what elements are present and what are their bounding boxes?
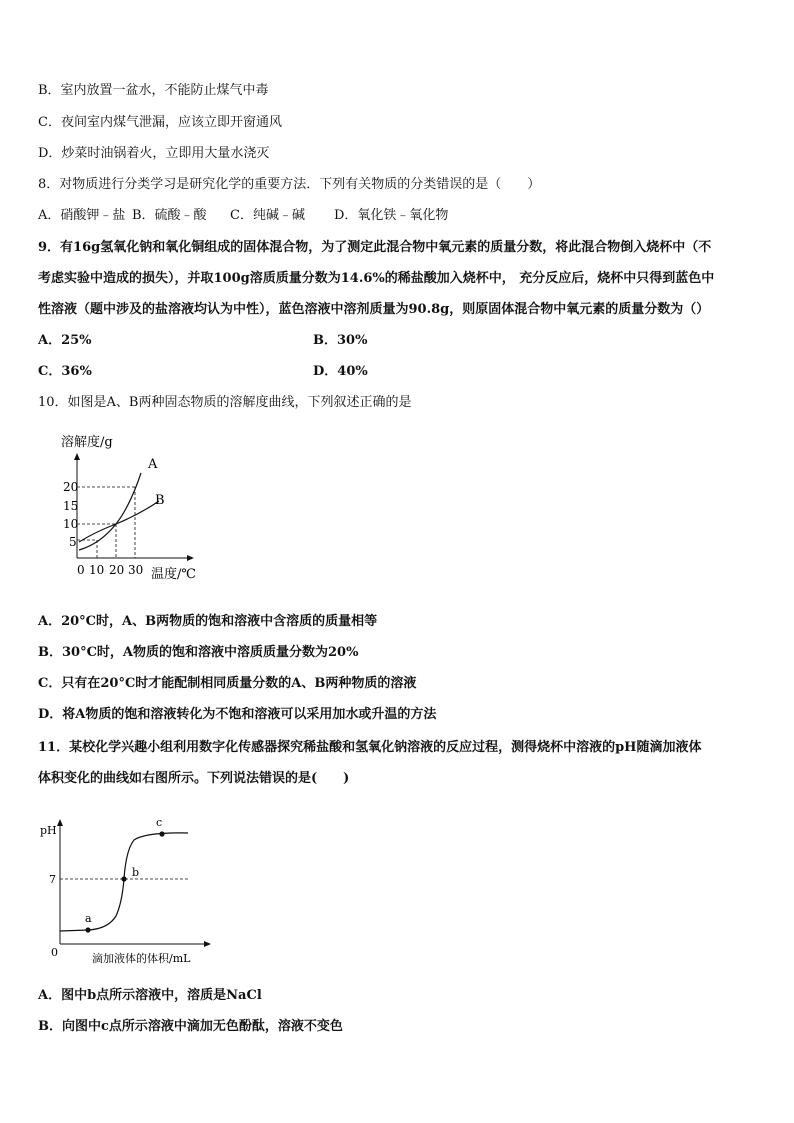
q8-stem: 8．对物质进行分类学习是研究化学的重要方法．下列有关物质的分类错误的是（ ） [38,177,541,192]
ph-curve [60,833,188,931]
q10-option-c: C．只有在20°C时才能配制相同质量分数的A、B两种物质的溶液 [38,676,417,691]
q8-options [38,208,448,224]
q10-xtick-10: 10 [89,563,105,577]
q9-stem-line3: 性溶液（题中涉及的盐溶液均认为中性），蓝色溶液中溶剂质量为90.8g，则原固体混合物中氧元素的质量分数为（） [38,302,710,317]
q11-stem-line2: 体积变化的曲线如右图所示。下列说法错误的是( ) [38,771,350,786]
curve-a [79,473,141,550]
q8-option-c: C．纯碱﹣碱 [230,208,305,223]
q10-curve-b-label: B [155,493,165,508]
q11-x-axis-label: 滴加液体的体积/mL [92,952,191,965]
q10-y-axis-label: 溶解度/g [61,435,113,450]
q8-option-a: A．硝酸钾﹣盐 [38,208,126,223]
q8-option-d: D．氧化铁﹣氧化物 [334,208,449,223]
q10-xtick-20: 20 [109,563,125,577]
solubility-curve-figure [55,428,215,588]
q11-option-a: A．图中b点所示溶液中，溶质是NaCl [38,988,262,1003]
q7-option-b: B．室内放置一盆水，不能防止煤气中毒 [38,83,269,98]
q9-stem-line1: 9．有16g氢氧化钠和氧化铜组成的固体混合物，为了测定此混合物中氧元素的质量分数，将此混合物倒入烧杯中（不 [38,240,712,255]
point-a [85,927,90,932]
q10-stem: 10．如图是A、B两种固态物质的溶解度曲线，下列叙述正确的是 [38,395,412,410]
q11-point-a-label: a [85,912,92,925]
q7-option-c: C．夜间室内煤气泄漏，应该立即开窗通风 [38,115,282,130]
q10-option-a: A．20°C时，A、B两物质的饱和溶液中含溶质的质量相等 [38,614,378,629]
q11-option-b: B．向图中c点所示溶液中滴加无色酚酞，溶液不变色 [38,1019,343,1034]
q8-option-b: B．硫酸﹣酸 [132,208,207,223]
q10-option-d: D．将A物质的饱和溶液转化为不饱和溶液可以采用加水或升温的方法 [38,707,437,722]
q11-point-c-label: c [156,816,163,829]
q10-xtick-0: 0 [77,563,85,577]
q9-option-a: A．25% [38,333,92,348]
q11-point-b-label: b [132,866,140,879]
curve-b [79,501,159,542]
point-c [159,831,164,836]
q11-stem-line1: 11．某校化学兴趣小组利用数字化传感器探究稀盐酸和氢氧化钠溶液的反应过程，测得烧杯中溶液的pH随滴加液体 [38,740,702,755]
q10-option-b: B．30°C时，A物质的饱和溶液中溶质质量分数为20% [38,645,359,660]
point-b [121,876,126,881]
q10-ytick-20: 20 [63,480,79,494]
q10-ytick-10: 10 [63,517,79,531]
q11-origin: 0 [51,946,58,959]
q9-option-d: D．40% [313,364,368,379]
q7-option-d: D．炒菜时油锅着火，立即用大量水浇灭 [38,146,270,161]
q11-y-axis-label: pH [40,824,57,837]
q10-ytick-5: 5 [69,535,77,549]
q10-curve-a-label: A [148,457,158,472]
q10-ytick-15: 15 [63,499,79,513]
q11-ytick-7: 7 [49,873,56,886]
q9-option-b: B．30% [313,333,368,348]
ph-curve-figure [36,808,226,973]
q9-stem-line2: 考虑实验中造成的损失），并取100g溶质质量分数为14.6%的稀盐酸加入烧杯中， 充分反应后，烧杯中只得到蓝色中 [38,271,715,286]
q10-xtick-30: 30 [128,563,144,577]
q9-option-c: C．36% [38,364,92,379]
q10-x-axis-label: 温度/℃ [151,567,196,582]
